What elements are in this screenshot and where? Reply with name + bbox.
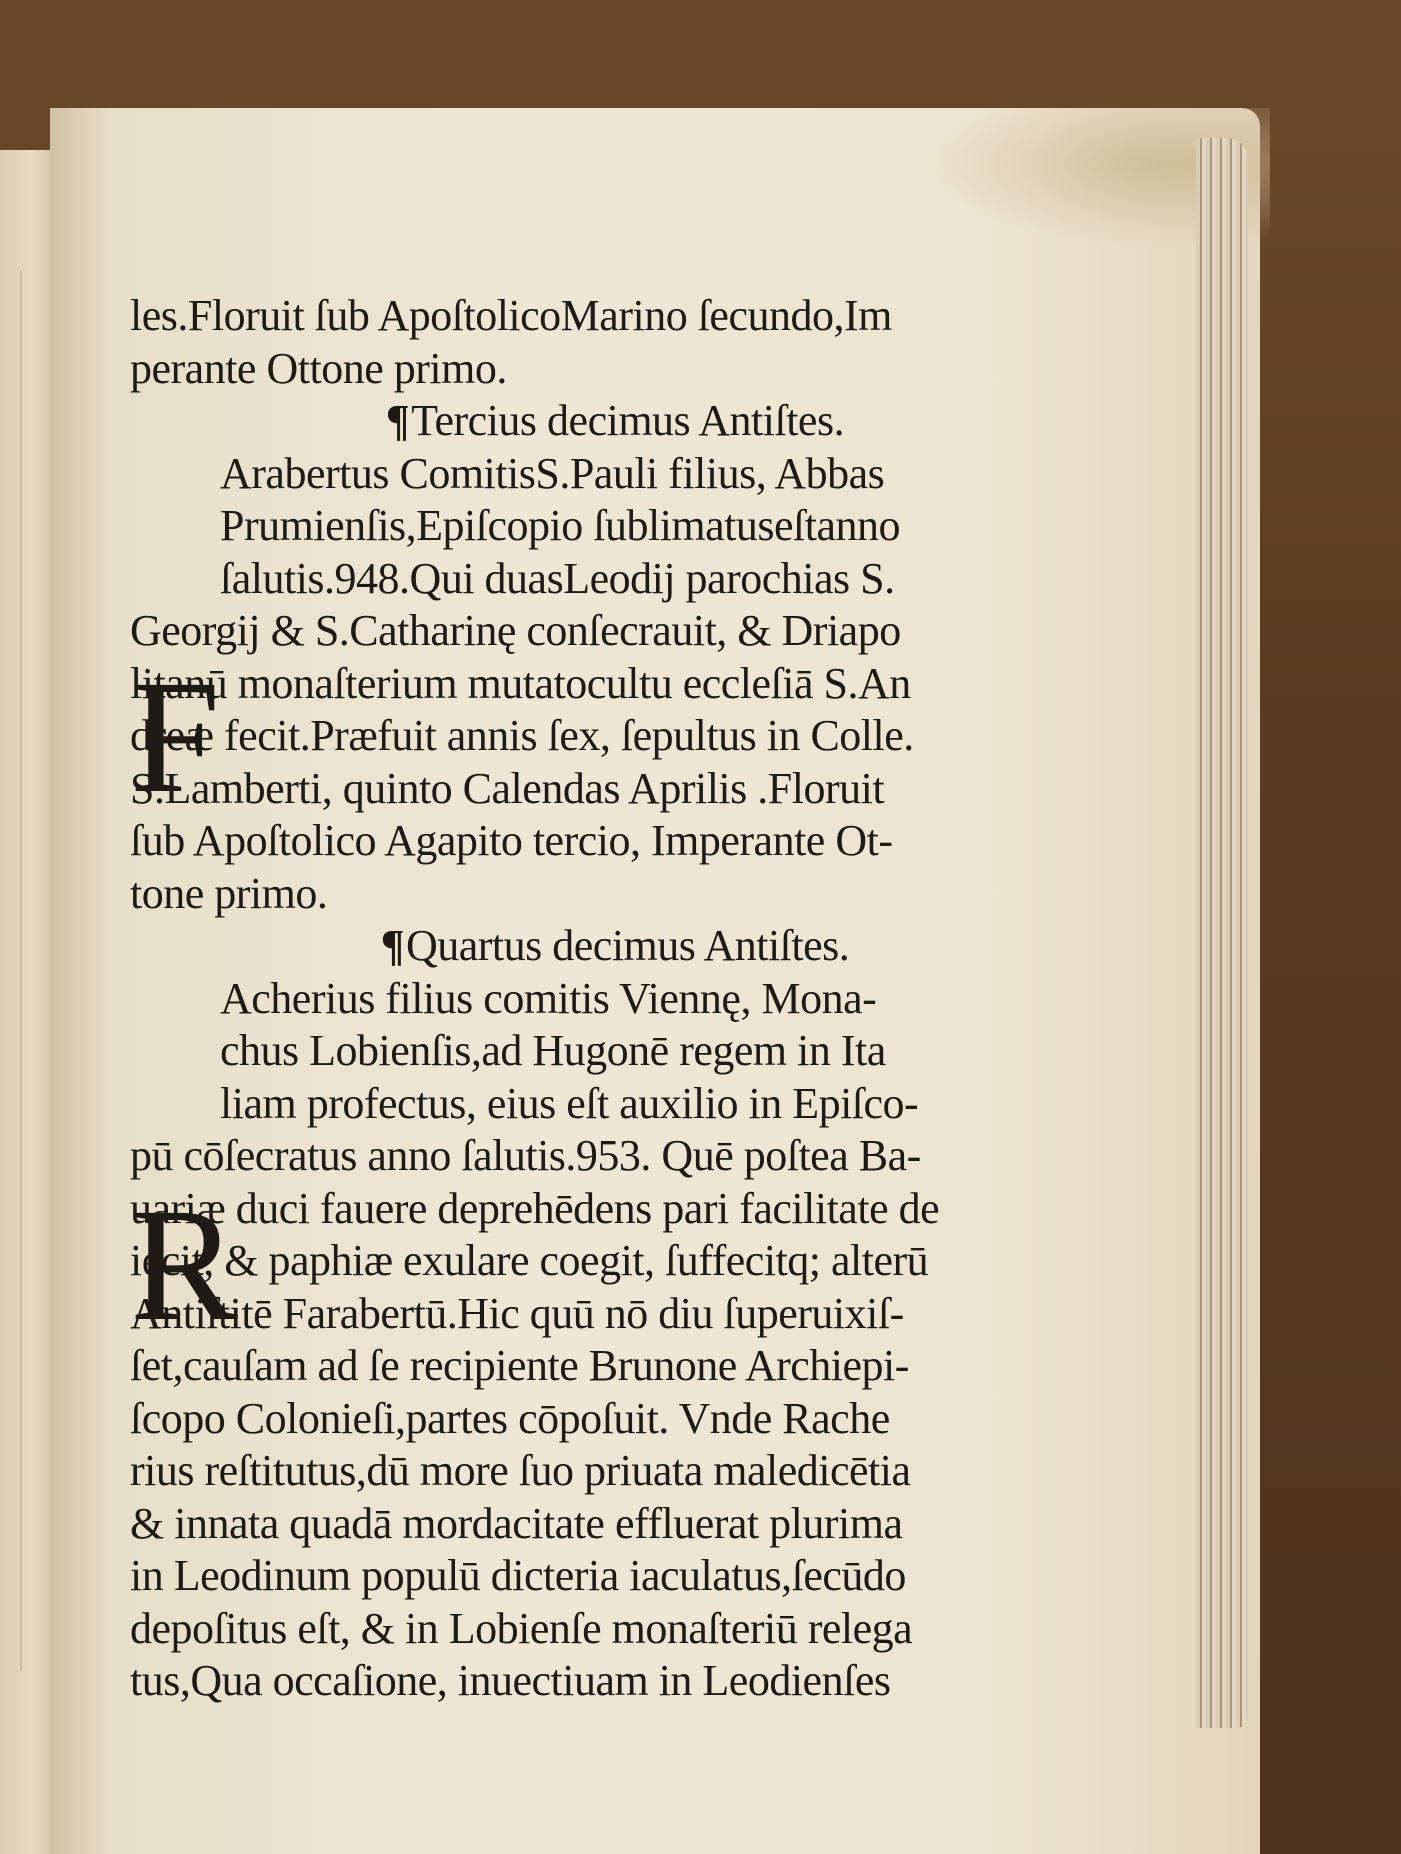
heading-text: Tercius decimus Antiſtes. xyxy=(411,396,845,445)
text-line: chus Lobienſis,ad Hugonē regem in Ita xyxy=(220,1026,886,1075)
text-line: pū cōſecratus anno ſalutis.953. Quē poſtea Ba- xyxy=(130,1131,921,1180)
drop-initial-r: R xyxy=(130,1176,238,1355)
text-line: Antiſtitē Farabertū.Hic quū nō diu ſuperuixiſ- xyxy=(130,1288,904,1338)
text-line: Arabertus ComitisS.Pauli filius, Abbas xyxy=(220,448,885,498)
heading-text: Quartus decimus Antiſtes. xyxy=(405,921,850,970)
text-line: rius reſtitutus,dū more ſuo priuata maledicētia xyxy=(130,1446,911,1495)
text-line: ſcopo Colonieſi,partes cōpoſuit. Vnde Rache xyxy=(130,1393,890,1443)
page-fore-edge xyxy=(1196,138,1248,1728)
left-page-gutter-line xyxy=(20,270,22,1670)
text-line: Acherius filius comitis Viennę, Mona- xyxy=(220,973,877,1023)
text-line: S.Lamberti, quinto Calendas Aprilis .Floruit xyxy=(130,763,885,813)
section-heading-1 xyxy=(130,395,980,448)
text-line: les.Floruit ſub ApoſtolicoMarino ſecundo,Im xyxy=(130,291,892,340)
text-line: ſet,cauſam ad ſe recipiente Brunone Archiepi- xyxy=(130,1341,909,1390)
text-line: tone primo. xyxy=(130,868,328,918)
text-line: uariæ duci fauere deprehēdens pari facilitate de xyxy=(130,1183,940,1233)
text-line: ſub Apoſtolico Agapito tercio, Imperante Ot- xyxy=(130,816,893,865)
text-line: & innata quadā mordacitate effluerat plurima xyxy=(130,1498,903,1548)
text-line: in Leodinum populū dicteria iaculatus,ſecūdo xyxy=(130,1551,906,1600)
text-line: iecit, & paphiæ exulare coegit, ſuffecitq; alterū xyxy=(130,1236,929,1285)
drop-initial-f: F xyxy=(130,648,220,827)
text-line: depoſitus eſt, & in Lobienſe monaſteriū relega xyxy=(130,1603,913,1653)
text-line: ſalutis.948.Qui duasLeodij parochias S. xyxy=(220,553,895,603)
pilcrow-icon: ¶ xyxy=(380,921,404,970)
text-block xyxy=(130,290,980,1708)
text-line: litanū monaſterium mutatocultu eccleſiā S.An xyxy=(130,658,911,708)
text-line: tus,Qua occaſione, inuectiuam in Leodienſes xyxy=(130,1656,891,1705)
section-heading-2 xyxy=(130,920,980,973)
pilcrow-icon: ¶ xyxy=(385,396,410,445)
text-line: perante Ottone primo. xyxy=(130,343,507,393)
text-line: liam profectus, eius eſt auxilio in Epiſco- xyxy=(220,1078,919,1128)
text-line: Georgij & S.Catharinę conſecrauit, & Driapo xyxy=(130,606,901,655)
text-line: Prumienſis,Epiſcopio ſublimatuseſtanno xyxy=(220,501,901,550)
text-line: dreæ fecit.Præfuit annis ſex, ſepultus in Colle. xyxy=(130,711,914,760)
